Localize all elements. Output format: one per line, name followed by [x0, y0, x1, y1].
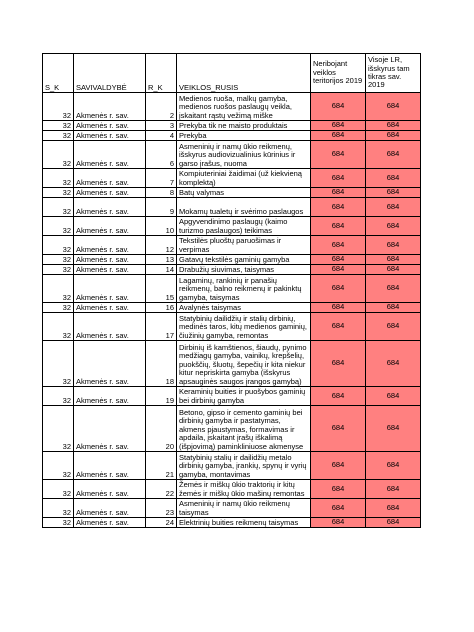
- table-row: [43, 265, 421, 275]
- table-row: [43, 313, 421, 341]
- cell-neribojant[interactable]: 684: [311, 255, 366, 265]
- cell-neribojant[interactable]: 684: [311, 236, 366, 255]
- cell-sk[interactable]: 32: [43, 275, 74, 303]
- cell-savivaldybe[interactable]: Akmenės r. sav.: [74, 93, 146, 121]
- cell-rk[interactable]: 15: [146, 275, 177, 303]
- cell-veiklos-rusis[interactable]: Keraminių buities ir puošybos gaminių bei dirbinių gamyba: [177, 387, 311, 406]
- table-row: [43, 499, 421, 518]
- header-veiklos-rusis[interactable]: VEIKLOS_RUSIS: [177, 54, 311, 93]
- cell-sk[interactable]: 32: [43, 387, 74, 406]
- cell-veiklos-rusis[interactable]: Medienos ruoša, malkų gamyba, medienos ruošos paslaugų veikla, įskaitant rąstų vežimą miške: [177, 93, 311, 121]
- cell-rk[interactable]: 19: [146, 387, 177, 406]
- cell-rk[interactable]: 16: [146, 303, 177, 313]
- cell-sk[interactable]: 32: [43, 217, 74, 236]
- cell-savivaldybe[interactable]: Akmenės r. sav.: [74, 303, 146, 313]
- cell-veiklos-rusis[interactable]: Asmeninių ir namų ūkio reikmenų taisymas: [177, 499, 311, 518]
- cell-visoje-lr[interactable]: 684: [366, 387, 421, 406]
- cell-neribojant[interactable]: 684: [311, 141, 366, 169]
- cell-savivaldybe[interactable]: Akmenės r. sav.: [74, 236, 146, 255]
- cell-veiklos-rusis[interactable]: Avalynės taisymas: [177, 303, 311, 313]
- header-savivaldybe[interactable]: SAVIVALDYBĖ: [74, 54, 146, 93]
- cell-neribojant[interactable]: 684: [311, 131, 366, 141]
- cell-neribojant[interactable]: 684: [311, 198, 366, 217]
- cell-veiklos-rusis[interactable]: Apgyvendinimo paslaugų (kaimo turizmo paslaugos) teikimas: [177, 217, 311, 236]
- cell-visoje-lr[interactable]: 684: [366, 121, 421, 131]
- cell-sk[interactable]: 32: [43, 198, 74, 217]
- table-row: [43, 406, 421, 452]
- cell-savivaldybe[interactable]: Akmenės r. sav.: [74, 480, 146, 499]
- header-rk[interactable]: R_K: [146, 54, 177, 93]
- cell-visoje-lr[interactable]: 684: [366, 303, 421, 313]
- cell-rk[interactable]: 8: [146, 188, 177, 198]
- header-visoje-lr[interactable]: Visoje LR, išskyrus tam tikras sav. 2019: [366, 54, 421, 93]
- cell-sk[interactable]: 32: [43, 188, 74, 198]
- cell-rk[interactable]: 10: [146, 217, 177, 236]
- cell-savivaldybe[interactable]: Akmenės r. sav.: [74, 406, 146, 452]
- cell-veiklos-rusis[interactable]: Tekstilės pluoštų paruošimas ir verpimas: [177, 236, 311, 255]
- cell-veiklos-rusis[interactable]: Prekyba: [177, 131, 311, 141]
- cell-veiklos-rusis[interactable]: Statybinių dailidžių ir stalių dirbinių, medinės taros, kitų medienos gaminių, čiužinių gamyba, remontas: [177, 313, 311, 341]
- cell-rk[interactable]: 13: [146, 255, 177, 265]
- cell-veiklos-rusis[interactable]: Žemės ir miškų ūkio traktorių ir kitų žemės ir miškų ūkio mašinų remontas: [177, 480, 311, 499]
- cell-veiklos-rusis[interactable]: Betono, gipso ir cemento gaminių bei dirbinių gamyba ir pastatymas, akmens pjaustymas, formavimas ir apdaila, įskaitant įrašų iškalimą (išpjovimą) paminkliniuose akmenyse: [177, 406, 311, 452]
- table-row: [43, 275, 421, 303]
- cell-rk[interactable]: 4: [146, 131, 177, 141]
- table-row: [43, 518, 421, 528]
- table-row: [43, 452, 421, 480]
- cell-veiklos-rusis[interactable]: Gatavų tekstilės gaminių gamyba: [177, 255, 311, 265]
- cell-savivaldybe[interactable]: Akmenės r. sav.: [74, 452, 146, 480]
- cell-savivaldybe[interactable]: Akmenės r. sav.: [74, 313, 146, 341]
- cell-veiklos-rusis[interactable]: Lagaminų, rankinių ir panašių reikmenų, balno reikmenų ir pakinktų gamyba, taisymas: [177, 275, 311, 303]
- cell-rk[interactable]: 22: [146, 480, 177, 499]
- cell-rk[interactable]: 7: [146, 169, 177, 188]
- cell-rk[interactable]: 24: [146, 518, 177, 528]
- cell-veiklos-rusis[interactable]: Asmeninių ir namų ūkio reikmenų, išskyrus audiovizualinius kūrinius ir garso įrašus, nuoma: [177, 141, 311, 169]
- cell-visoje-lr[interactable]: 684: [366, 518, 421, 528]
- cell-visoje-lr[interactable]: 684: [366, 452, 421, 480]
- cell-veiklos-rusis[interactable]: Mokamų tualetų ir svėrimo paslaugos: [177, 198, 311, 217]
- cell-neribojant[interactable]: 684: [311, 188, 366, 198]
- cell-sk[interactable]: 32: [43, 141, 74, 169]
- cell-sk[interactable]: 32: [43, 265, 74, 275]
- cell-sk[interactable]: 32: [43, 518, 74, 528]
- cell-savivaldybe[interactable]: Akmenės r. sav.: [74, 341, 146, 387]
- cell-rk[interactable]: 3: [146, 121, 177, 131]
- cell-neribojant[interactable]: 684: [311, 452, 366, 480]
- table-row: [43, 93, 421, 121]
- cell-sk[interactable]: 32: [43, 169, 74, 188]
- cell-rk[interactable]: 23: [146, 499, 177, 518]
- cell-visoje-lr[interactable]: 684: [366, 255, 421, 265]
- cell-veiklos-rusis[interactable]: Dirbinių iš kamštienos, šiaudų, pynimo medžiagų gamyba, vainikų, krepšelių, puokščių, šluotų, šepečių ir kita niekur kitur nepriskirta gamyba (išskyrus apsauginės saugos įrangos gamybą): [177, 341, 311, 387]
- cell-rk[interactable]: 6: [146, 141, 177, 169]
- cell-rk[interactable]: 9: [146, 198, 177, 217]
- cell-visoje-lr[interactable]: 684: [366, 217, 421, 236]
- cell-sk[interactable]: 32: [43, 131, 74, 141]
- cell-sk[interactable]: 32: [43, 93, 74, 121]
- cell-savivaldybe[interactable]: Akmenės r. sav.: [74, 188, 146, 198]
- cell-savivaldybe[interactable]: Akmenės r. sav.: [74, 141, 146, 169]
- cell-sk[interactable]: 32: [43, 406, 74, 452]
- cell-rk[interactable]: 17: [146, 313, 177, 341]
- cell-savivaldybe[interactable]: Akmenės r. sav.: [74, 131, 146, 141]
- cell-sk[interactable]: 32: [43, 341, 74, 387]
- spreadsheet-table: [42, 53, 421, 528]
- cell-sk[interactable]: 32: [43, 499, 74, 518]
- cell-visoje-lr[interactable]: 684: [366, 131, 421, 141]
- cell-neribojant[interactable]: 684: [311, 217, 366, 236]
- cell-visoje-lr[interactable]: 684: [366, 265, 421, 275]
- cell-rk[interactable]: 14: [146, 265, 177, 275]
- cell-veiklos-rusis[interactable]: Batų valymas: [177, 188, 311, 198]
- cell-visoje-lr[interactable]: 684: [366, 236, 421, 255]
- cell-neribojant[interactable]: 684: [311, 93, 366, 121]
- cell-neribojant[interactable]: 684: [311, 480, 366, 499]
- header-sk[interactable]: S_K: [43, 54, 74, 93]
- cell-savivaldybe[interactable]: Akmenės r. sav.: [74, 275, 146, 303]
- cell-visoje-lr[interactable]: 684: [366, 141, 421, 169]
- cell-rk[interactable]: 18: [146, 341, 177, 387]
- cell-savivaldybe[interactable]: Akmenės r. sav.: [74, 121, 146, 131]
- cell-neribojant[interactable]: 684: [311, 406, 366, 452]
- cell-sk[interactable]: 32: [43, 480, 74, 499]
- header-row: [43, 54, 421, 93]
- cell-rk[interactable]: 20: [146, 406, 177, 452]
- table-row: [43, 480, 421, 499]
- cell-visoje-lr[interactable]: 684: [366, 341, 421, 387]
- cell-sk[interactable]: 32: [43, 303, 74, 313]
- cell-neribojant[interactable]: 684: [311, 387, 366, 406]
- cell-visoje-lr[interactable]: 684: [366, 198, 421, 217]
- cell-veiklos-rusis[interactable]: Elektrinių buities reikmenų taisymas: [177, 518, 311, 528]
- cell-visoje-lr[interactable]: 684: [366, 480, 421, 499]
- cell-sk[interactable]: 32: [43, 121, 74, 131]
- cell-neribojant[interactable]: 684: [311, 303, 366, 313]
- cell-sk[interactable]: 32: [43, 313, 74, 341]
- cell-neribojant[interactable]: 684: [311, 121, 366, 131]
- cell-sk[interactable]: 32: [43, 255, 74, 265]
- cell-neribojant[interactable]: 684: [311, 275, 366, 303]
- cell-neribojant[interactable]: 684: [311, 518, 366, 528]
- cell-neribojant[interactable]: 684: [311, 265, 366, 275]
- cell-veiklos-rusis[interactable]: Kompiuteriniai žaidimai (už kiekvieną komplektą): [177, 169, 311, 188]
- cell-neribojant[interactable]: 684: [311, 341, 366, 387]
- cell-visoje-lr[interactable]: 684: [366, 169, 421, 188]
- header-neribojant[interactable]: Neribojant veiklos teritorijos 2019: [311, 54, 366, 93]
- cell-savivaldybe[interactable]: Akmenės r. sav.: [74, 387, 146, 406]
- cell-savivaldybe[interactable]: Akmenės r. sav.: [74, 217, 146, 236]
- table-row: [43, 303, 421, 313]
- table-body: [43, 93, 421, 528]
- table-row: [43, 341, 421, 387]
- cell-neribojant[interactable]: 684: [311, 313, 366, 341]
- cell-visoje-lr[interactable]: 684: [366, 406, 421, 452]
- cell-neribojant[interactable]: 684: [311, 499, 366, 518]
- cell-savivaldybe[interactable]: Akmenės r. sav.: [74, 518, 146, 528]
- cell-savivaldybe[interactable]: Akmenės r. sav.: [74, 265, 146, 275]
- table-row: [43, 169, 421, 188]
- table-row: [43, 131, 421, 141]
- cell-visoje-lr[interactable]: 684: [366, 93, 421, 121]
- cell-veiklos-rusis[interactable]: Prekyba tik ne maisto produktais: [177, 121, 311, 131]
- cell-veiklos-rusis[interactable]: Drabužių siuvimas, taisymas: [177, 265, 311, 275]
- cell-rk[interactable]: 21: [146, 452, 177, 480]
- cell-visoje-lr[interactable]: 684: [366, 313, 421, 341]
- table-row: [43, 188, 421, 198]
- table-row: [43, 236, 421, 255]
- table-row: [43, 255, 421, 265]
- cell-sk[interactable]: 32: [43, 236, 74, 255]
- cell-savivaldybe[interactable]: Akmenės r. sav.: [74, 198, 146, 217]
- cell-visoje-lr[interactable]: 684: [366, 275, 421, 303]
- table-row: [43, 217, 421, 236]
- cell-neribojant[interactable]: 684: [311, 169, 366, 188]
- cell-visoje-lr[interactable]: 684: [366, 188, 421, 198]
- table-row: [43, 198, 421, 217]
- table-row: [43, 387, 421, 406]
- cell-sk[interactable]: 32: [43, 452, 74, 480]
- cell-veiklos-rusis[interactable]: Statybinių stalių ir dailidžių metalo dirbinių gamyba, įrankių, spynų ir vyrių gamyba, montavimas: [177, 452, 311, 480]
- cell-rk[interactable]: 2: [146, 93, 177, 121]
- table-row: [43, 121, 421, 131]
- cell-savivaldybe[interactable]: Akmenės r. sav.: [74, 255, 146, 265]
- table-row: [43, 141, 421, 169]
- cell-visoje-lr[interactable]: 684: [366, 499, 421, 518]
- cell-savivaldybe[interactable]: Akmenės r. sav.: [74, 169, 146, 188]
- cell-savivaldybe[interactable]: Akmenės r. sav.: [74, 499, 146, 518]
- cell-rk[interactable]: 12: [146, 236, 177, 255]
